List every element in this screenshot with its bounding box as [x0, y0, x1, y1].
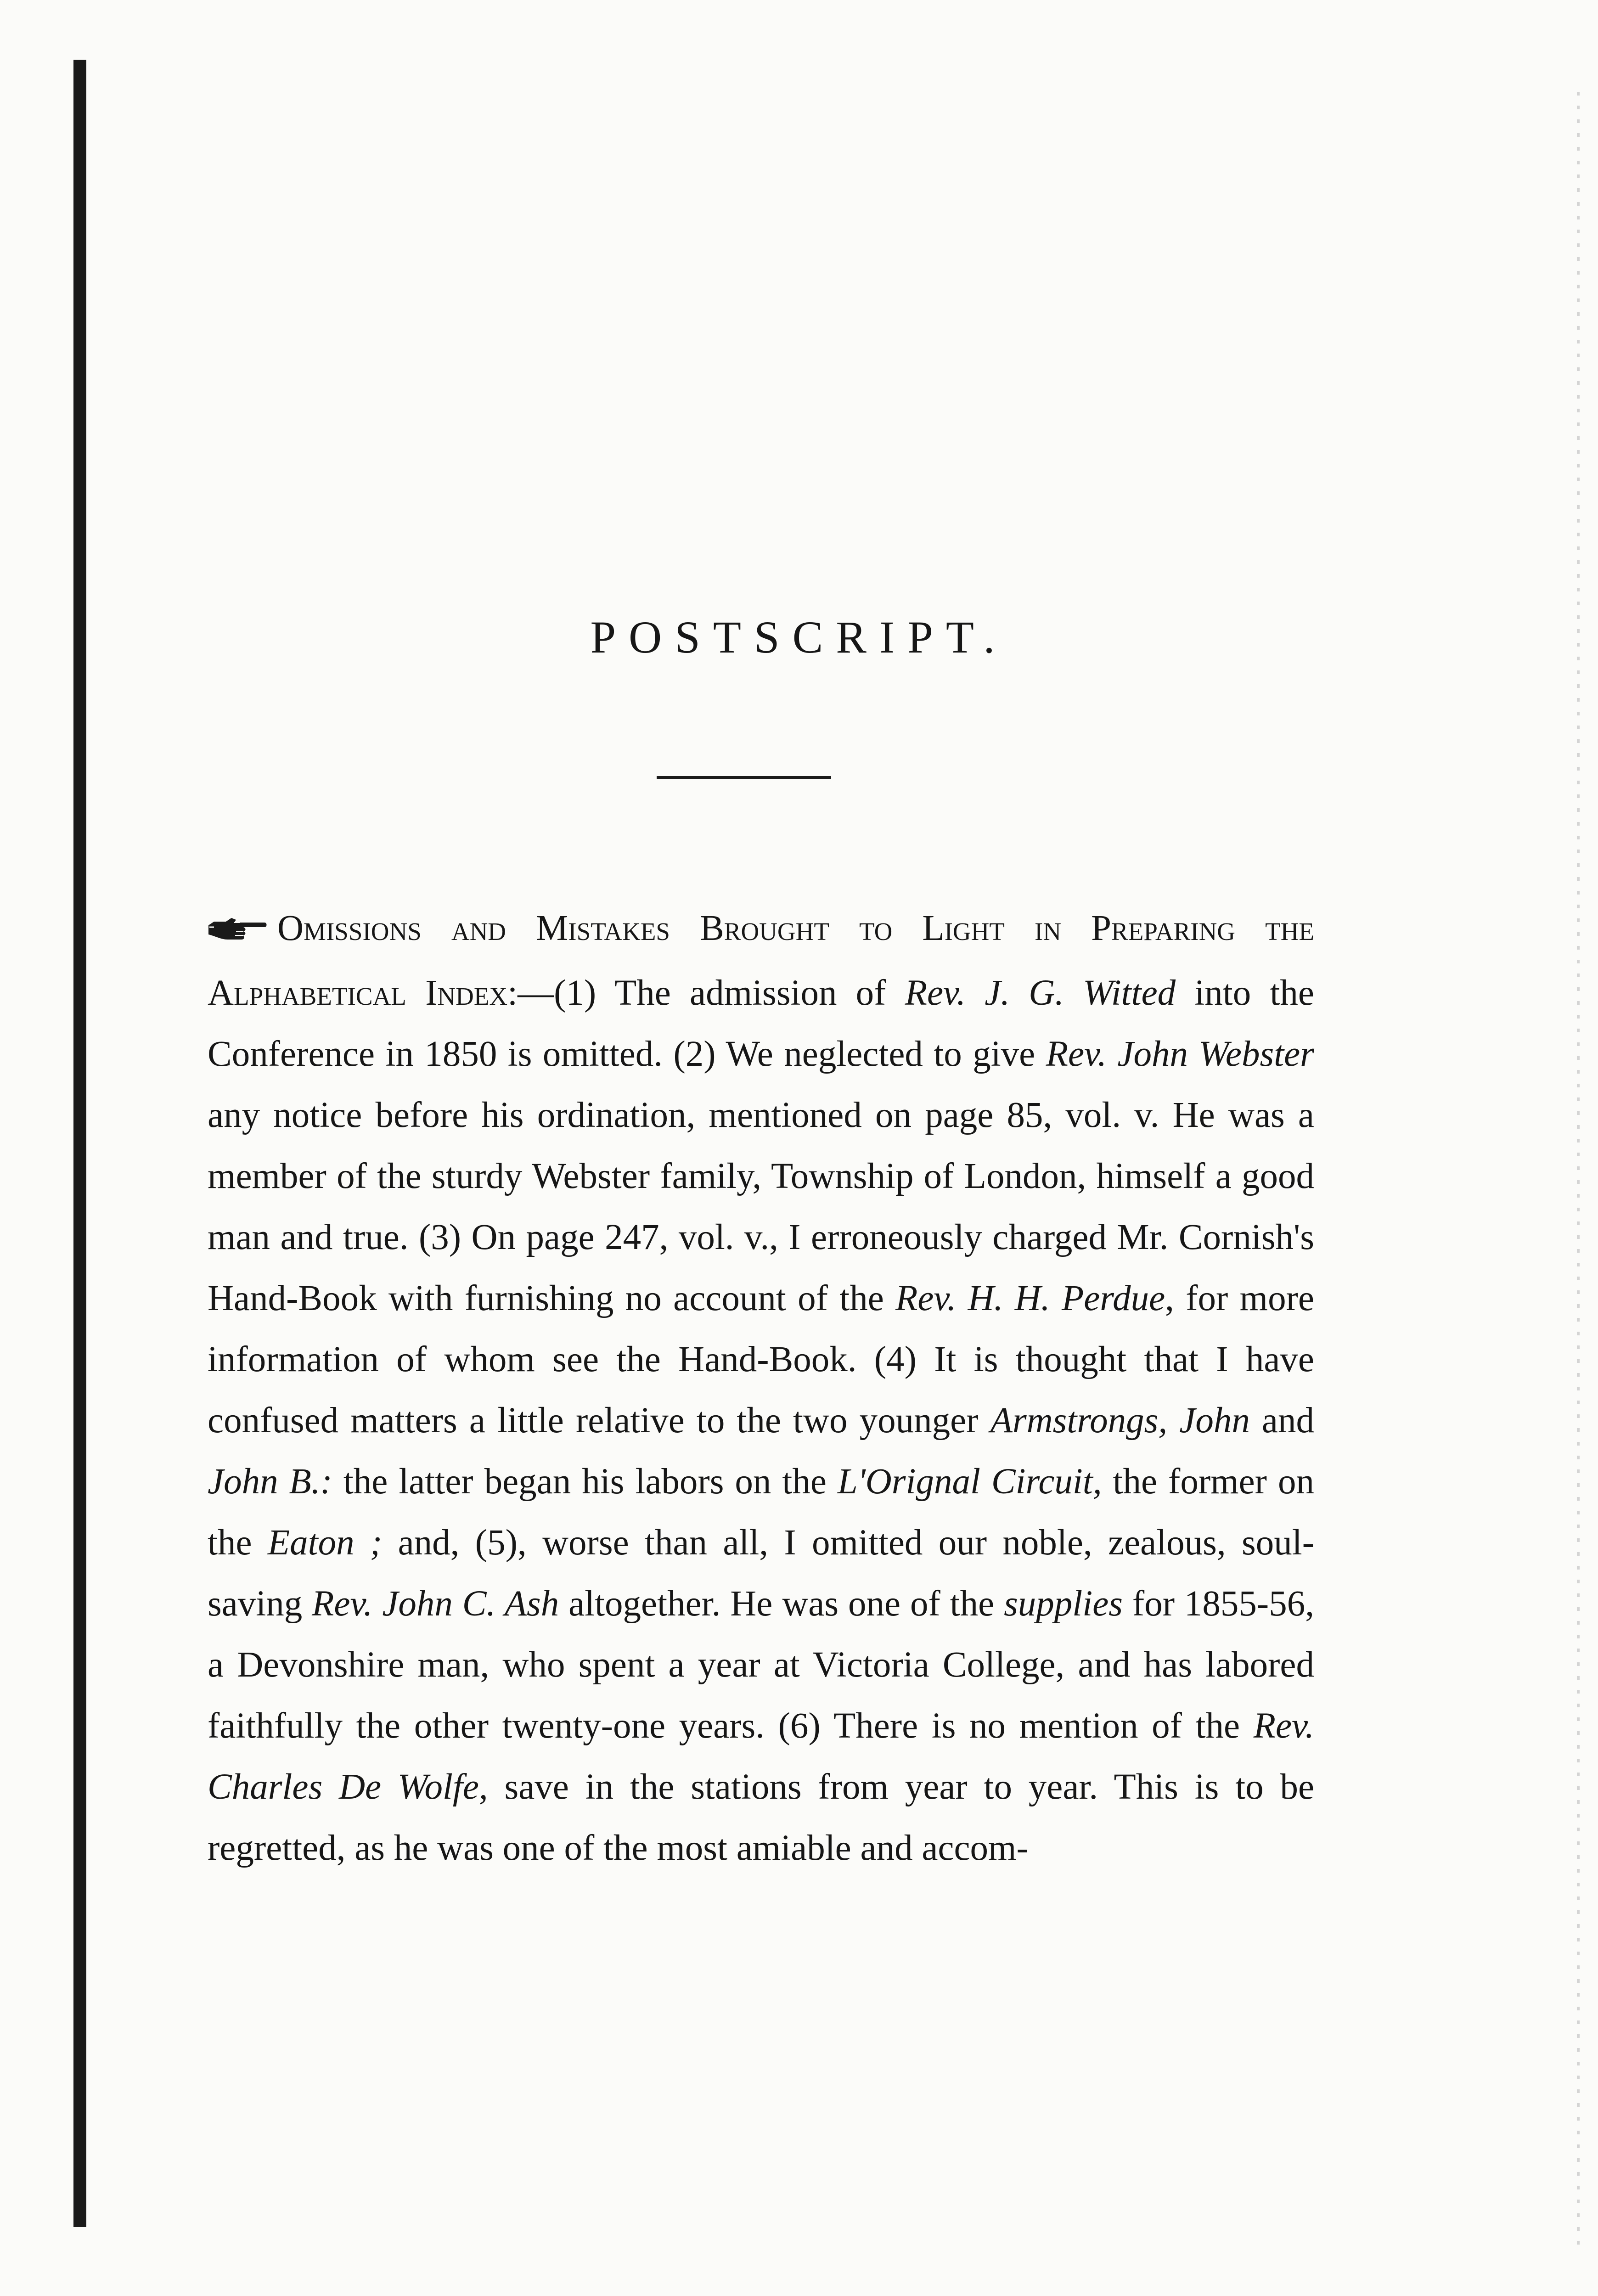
pointing-hand-icon	[208, 901, 267, 962]
text-segment: save in the stations from year to year. This is to be regretted, as he was one of the most amiable and accom-	[208, 1767, 1315, 1868]
text-segment: altogether. He was one of the	[559, 1584, 1004, 1624]
text-segment: the latter began his labors on the	[332, 1462, 838, 1502]
name-john-b: John B.:	[208, 1462, 332, 1502]
circuit-lorignal: L'Orignal Circuit,	[837, 1462, 1102, 1502]
postscript-heading: Omissions and Mistakes Brought to Light in Preparing the Alphabetical Index	[208, 908, 1314, 1013]
circuit-eaton: Eaton ;	[267, 1523, 383, 1563]
name-ash: Rev. John C. Ash	[312, 1584, 559, 1624]
text-segment: the former on the	[208, 1462, 1314, 1563]
name-webster: Rev. John Webster	[1046, 1034, 1314, 1074]
name-witted: Rev. J. G. Witted	[905, 973, 1176, 1013]
postscript-paragraph	[208, 898, 1314, 1879]
name-armstrongs: Armstrongs, John	[990, 1401, 1250, 1441]
text-segment: any notice before his ordination, mentioned on page 85, vol. v. He was a member of the sturdy Webster family, Township of London, himself a good man and true. (3) On page 247, vol. v., I erroneously charged Mr. Cornish's Hand-Book with furnishing no account of the	[208, 1095, 1314, 1318]
term-supplies: supplies	[1004, 1584, 1123, 1624]
text-segment: into the Conference in 1850 is omitted. (2) We neglected to give	[208, 973, 1314, 1074]
page-binding-edge	[73, 60, 86, 2227]
name-perdue: Rev. H. H. Perdue	[895, 1278, 1165, 1318]
text-segment: for 1855-56, a Devonshire man, who spent a year at Victoria College, and has labored faithfully the other twenty-one years. (6) There is no mention of the	[208, 1584, 1314, 1746]
title-divider	[657, 776, 831, 779]
text-segment: , for more information of whom see the Hand-Book. (4) It is thought that I have confused matters a little relative to the two younger	[208, 1278, 1315, 1441]
text-segment: and, (5), worse than all, I omitted our noble, zealous, soul-saving	[208, 1523, 1315, 1624]
text-segment: :—(1) The admission of	[507, 973, 905, 1013]
page-right-edge	[1577, 92, 1580, 2250]
page-title: POSTSCRIPT.	[590, 612, 1008, 663]
name-de-wolfe: Rev. Charles De Wolfe,	[208, 1706, 1314, 1807]
text-segment: and	[1249, 1401, 1314, 1441]
